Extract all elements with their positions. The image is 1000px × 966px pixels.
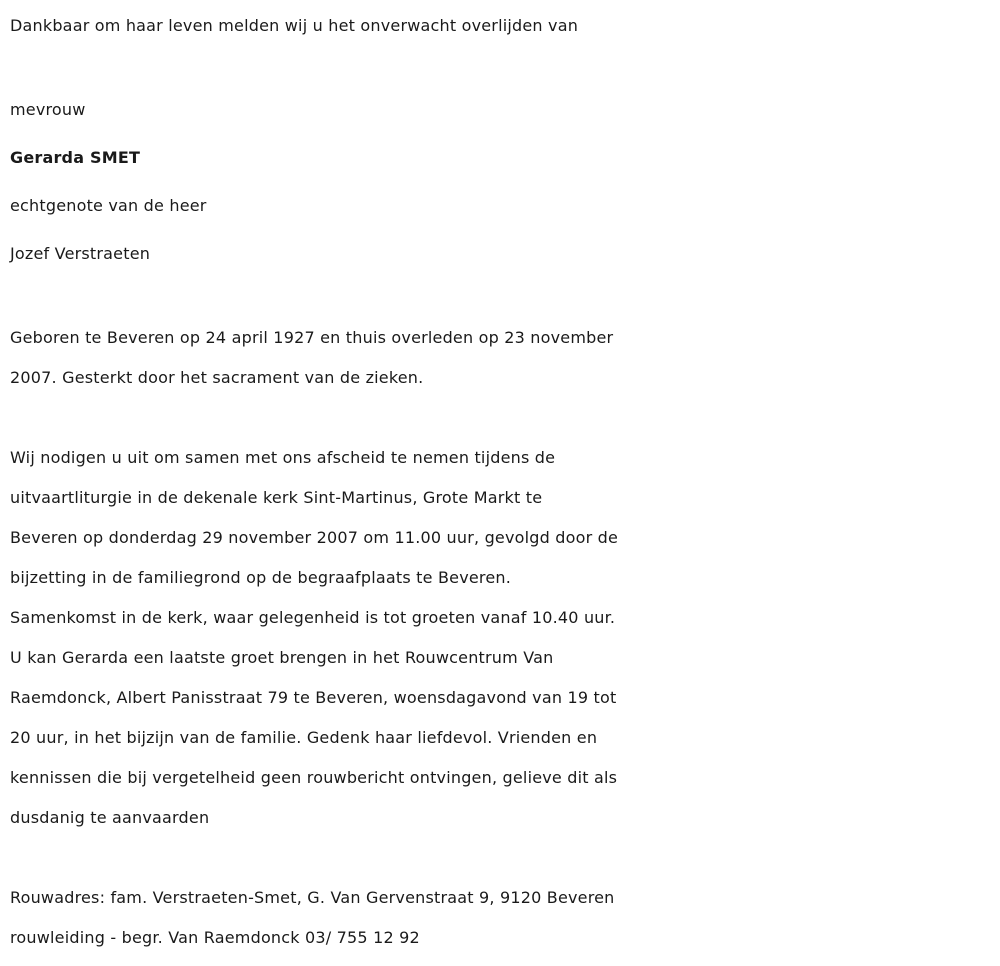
birth-line: Geboren te Beveren op 24 april 1927 en thuis overleden op 23 november [10,328,614,347]
ceremony-line: Wij nodigen u uit om samen met ons afscheid te nemen tijdens de [10,448,556,467]
death-notice [10,6,1000,958]
ceremony-line: kennissen die bij vergetelheid geen rouwbericht ontvingen, gelieve dit als [10,768,618,787]
intro-text: Dankbaar om haar leven melden wij u het onverwacht overlijden van [10,16,579,35]
birth-paragraph [10,318,1000,398]
spacer [10,398,1000,438]
ceremony-line: Raemdonck, Albert Panisstraat 79 te Beveren, woensdagavond van 19 tot [10,688,617,707]
spouse-name: Jozef Verstraeten [10,244,151,263]
ceremony-line: Samenkomst in de kerk, waar gelegenheid is tot groeten vanaf 10.40 uur. [10,608,616,627]
spacer [10,278,1000,318]
funeral-director: rouwleiding - begr. Van Raemdonck 03/ 755 12 92 [10,928,420,947]
ceremony-line: Beveren op donderdag 29 november 2007 om 11.00 uur, gevolgd door de [10,528,619,547]
ceremony-line: dusdanig te aanvaarden [10,808,210,827]
title-prefix: mevrouw [10,100,86,119]
ceremony-line: bijzetting in de familiegrond op de begraafplaats te Beveren. [10,568,512,587]
spouse-relation: echtgenote van de heer [10,196,207,215]
deceased-block [10,86,1000,278]
ceremony-line: 20 uur, in het bijzijn van de familie. Gedenk haar liefdevol. Vrienden en [10,728,598,747]
deceased-name: Gerarda SMET [10,148,141,167]
spacer [10,838,1000,878]
mourning-address: Rouwadres: fam. Verstraeten-Smet, G. Van Gervenstraat 9, 9120 Beveren [10,888,615,907]
birth-line: 2007. Gesterkt door het sacrament van de zieken. [10,368,424,387]
ceremony-line: uitvaartliturgie in de dekenale kerk Sint-Martinus, Grote Markt te [10,488,543,507]
ceremony-paragraph [10,438,1000,838]
intro-block [10,6,1000,46]
ceremony-line: U kan Gerarda een laatste groet brengen in het Rouwcentrum Van [10,648,554,667]
spacer [10,46,1000,86]
contact-block [10,878,1000,958]
